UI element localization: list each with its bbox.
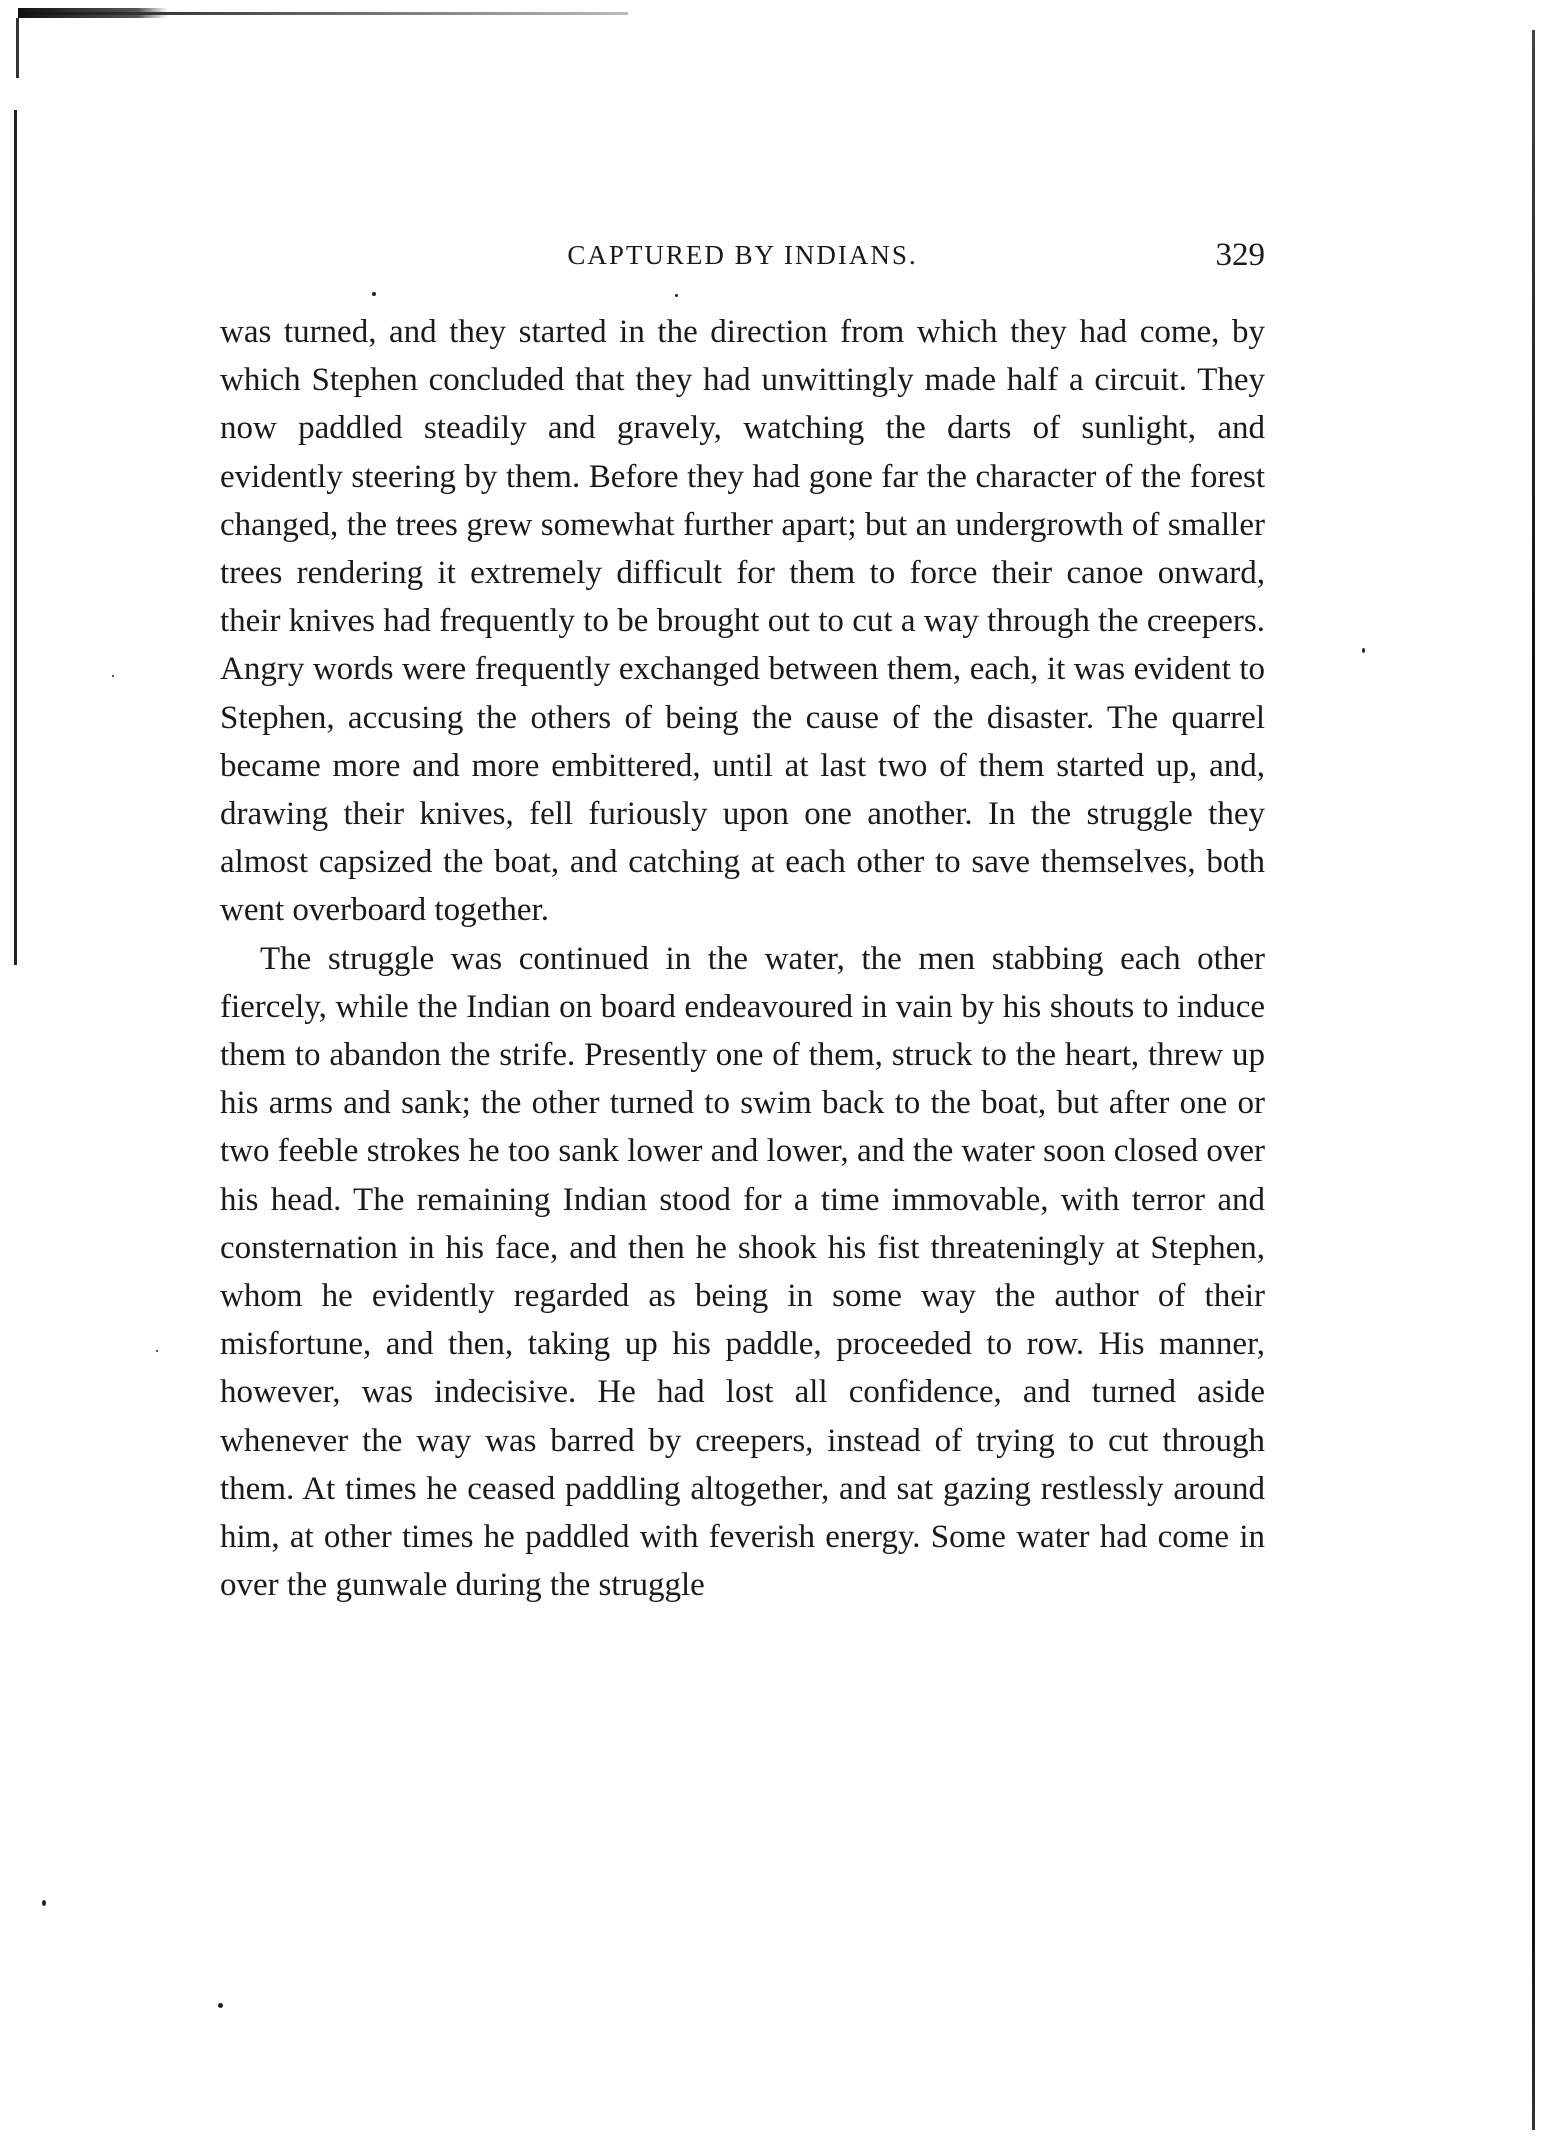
scan-speck [218,2003,223,2008]
scan-speck [675,294,678,297]
scan-speck [156,1350,158,1352]
page-number: 329 [1215,237,1265,273]
scan-speck [112,675,114,677]
running-head [220,232,1265,278]
body-text [220,308,1265,1609]
running-head-title: CAPTURED BY INDIANS. [567,240,918,270]
scan-speck [42,1900,46,1906]
paragraph: was turned, and they started in the direction from which they had come, by which Stephen concluded that they had unwittingly made half a circuit. They now paddled steadily and gravely, watching the darts of sunlight, and evidently steering by them. Before they had gone far the character of the forest changed, the trees grew somewhat further apart; but an undergrowth of smaller trees rendering it extremely difficult for them to force their canoe onward, their knives had frequently to be brought out to cut a way through the creepers. Angry words were frequently exchanged between them, each, it was evident to Stephen, accusing the others of being the cause of the disaster. The quarrel became more and more embittered, until at last two of them started up, and, drawing their knives, fell furiously upon one another. In the struggle they almost capsized the boat, and catching at each other to save themselves, both went overboard together. [220,314,1265,929]
paragraph: The struggle was continued in the water, the men stabbing each other fiercely, while the Indian on board endeavoured in vain by his shouts to induce them to abandon the strife. Presently one of them, struck to the heart, threw up his arms and sank; the other turned to swim back to the boat, but after one or two feeble strokes he too sank lower and lower, and the water soon closed over his head. The remaining Indian stood for a time immovable, with terror and consternation in his face, and then he shook his fist threateningly at Stephen, whom he evidently regarded as being in some way the author of their misfortune, and then, taking up his paddle, proceeded to row. His manner, however, was indecisive. He had lost all confidence, and turned aside whenever the way was barred by creepers, instead of trying to cut through them. At times he ceased paddling altogether, and sat gazing restlessly around him, at other times he paddled with feverish energy. Some water had come in over the gunwale during the struggle [220,940,1265,1604]
scan-edge-right [1532,30,1535,2130]
scan-edge-left-top [16,18,19,78]
scan-speck [372,292,376,296]
scan-edge-top [18,12,628,15]
scan-edge-left [14,110,17,965]
scan-speck [1362,648,1365,653]
